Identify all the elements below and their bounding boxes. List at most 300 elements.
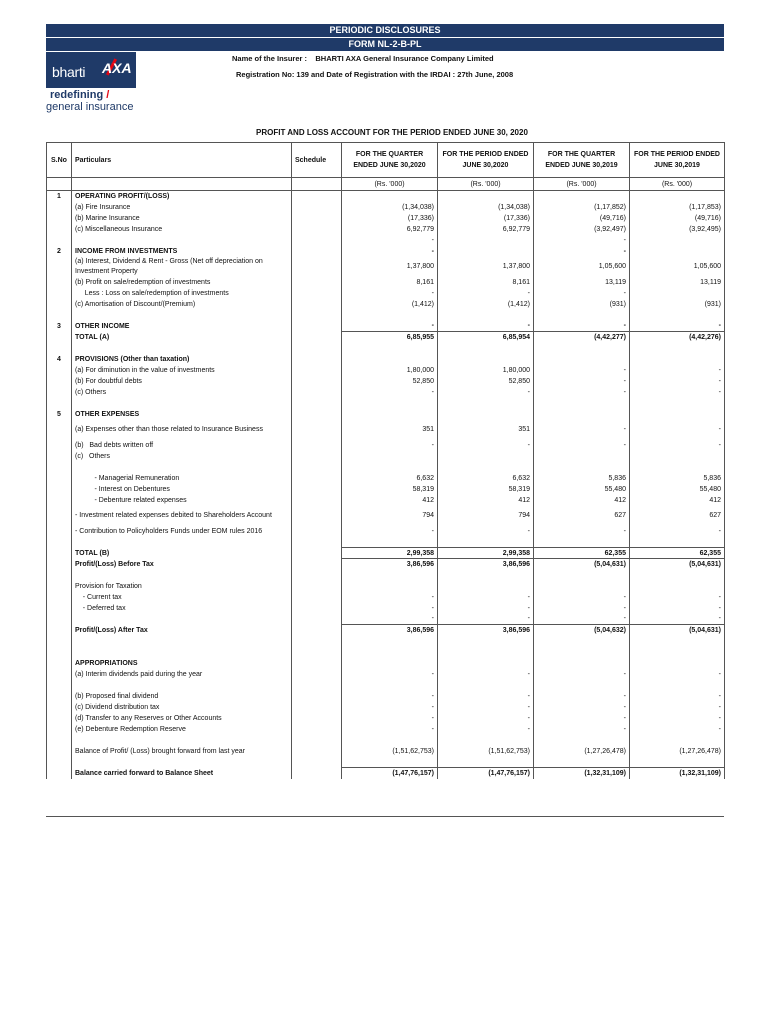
table-row xyxy=(47,669,725,680)
row-value xyxy=(438,343,534,354)
row-schedule xyxy=(292,310,342,321)
row-particulars: Profit/(Loss) After Tax xyxy=(72,625,292,636)
table-row xyxy=(47,768,725,779)
row-value xyxy=(630,354,725,365)
row-value: - xyxy=(534,235,630,246)
row-particulars: (a) Interest, Dividend & Rent - Gross (Net off depreciation on Investment Property xyxy=(72,257,292,277)
row-particulars: (c) Miscellaneous Insurance xyxy=(72,224,292,235)
row-schedule xyxy=(292,420,342,440)
row-sno xyxy=(47,570,72,581)
row-value xyxy=(438,570,534,581)
table-row xyxy=(47,398,725,409)
row-value: - xyxy=(534,713,630,724)
row-particulars: - Investment related expenses debited to Shareholders Account xyxy=(72,506,292,526)
row-particulars xyxy=(72,537,292,548)
row-value: - xyxy=(630,592,725,603)
row-value: - xyxy=(630,376,725,387)
row-schedule xyxy=(292,288,342,299)
row-value: - xyxy=(438,713,534,724)
row-value: 62,355 xyxy=(534,548,630,559)
row-sno xyxy=(47,224,72,235)
row-particulars: - Interest on Debentures xyxy=(72,484,292,495)
row-value: - xyxy=(438,603,534,614)
row-value: 58,319 xyxy=(342,484,438,495)
row-value xyxy=(342,398,438,409)
row-sno xyxy=(47,343,72,354)
row-value: 1,80,000 xyxy=(342,365,438,376)
row-value: - xyxy=(342,724,438,735)
row-value: - xyxy=(630,691,725,702)
row-value: (5,04,632) xyxy=(534,625,630,636)
table-row xyxy=(47,603,725,614)
row-sno xyxy=(47,288,72,299)
row-particulars: TOTAL (B) xyxy=(72,548,292,559)
row-value xyxy=(342,537,438,548)
row-sno xyxy=(47,680,72,691)
row-value: - xyxy=(342,288,438,299)
row-value: 55,480 xyxy=(630,484,725,495)
row-value: 412 xyxy=(534,495,630,506)
row-value: - xyxy=(534,669,630,680)
row-value xyxy=(534,343,630,354)
row-sno xyxy=(47,746,72,757)
table-row xyxy=(47,299,725,310)
row-value xyxy=(342,647,438,658)
row-schedule xyxy=(292,506,342,526)
row-value xyxy=(630,451,725,462)
row-value: - xyxy=(534,614,630,625)
row-schedule xyxy=(292,495,342,506)
row-value: - xyxy=(438,592,534,603)
row-particulars: Profit/(Loss) Before Tax xyxy=(72,559,292,570)
row-particulars xyxy=(72,570,292,581)
row-value xyxy=(342,636,438,647)
row-value: 55,480 xyxy=(534,484,630,495)
row-value: 794 xyxy=(342,506,438,526)
row-value: 1,80,000 xyxy=(438,365,534,376)
row-particulars: - Contribution to Policyholders Funds under EOM rules 2016 xyxy=(72,526,292,537)
row-sno xyxy=(47,213,72,224)
row-value xyxy=(438,310,534,321)
row-value xyxy=(342,462,438,473)
row-sno xyxy=(47,506,72,526)
row-value: 2,99,358 xyxy=(342,548,438,559)
row-value: - xyxy=(534,603,630,614)
row-value xyxy=(630,462,725,473)
row-value: - xyxy=(534,420,630,440)
row-sno xyxy=(47,768,72,779)
logo-tagline-1: redefining / xyxy=(50,89,110,101)
row-schedule xyxy=(292,202,342,213)
row-particulars xyxy=(72,614,292,625)
header-col1: FOR THE QUARTER ENDED JUNE 30,2020 xyxy=(342,143,438,178)
row-value: - xyxy=(438,321,534,332)
row-sno xyxy=(47,735,72,746)
row-value: - xyxy=(630,713,725,724)
row-value: (49,716) xyxy=(534,213,630,224)
row-value: - xyxy=(438,440,534,451)
row-value xyxy=(534,310,630,321)
row-schedule xyxy=(292,735,342,746)
row-schedule xyxy=(292,332,342,343)
table-row xyxy=(47,724,725,735)
table-row xyxy=(47,213,725,224)
row-sno xyxy=(47,332,72,343)
row-sno xyxy=(47,202,72,213)
row-particulars: (d) Transfer to any Reserves or Other Accounts xyxy=(72,713,292,724)
row-value: (1,412) xyxy=(438,299,534,310)
row-value xyxy=(342,735,438,746)
row-sno xyxy=(47,235,72,246)
row-schedule xyxy=(292,768,342,779)
row-value: (4,42,277) xyxy=(534,332,630,343)
row-schedule xyxy=(292,691,342,702)
row-schedule xyxy=(292,213,342,224)
row-schedule xyxy=(292,757,342,768)
row-particulars: (b) Bad debts written off xyxy=(72,440,292,451)
row-particulars: (c) Others xyxy=(72,387,292,398)
row-value: 3,86,596 xyxy=(438,625,534,636)
row-value: - xyxy=(630,387,725,398)
row-sno xyxy=(47,387,72,398)
row-schedule xyxy=(292,409,342,420)
row-particulars: - Managerial Remuneration xyxy=(72,473,292,484)
row-schedule xyxy=(292,548,342,559)
row-sno xyxy=(47,473,72,484)
row-sno xyxy=(47,451,72,462)
row-value: - xyxy=(342,691,438,702)
row-particulars: Provision for Taxation xyxy=(72,581,292,592)
row-value: (49,716) xyxy=(630,213,725,224)
row-value xyxy=(438,409,534,420)
insurer-line: Name of the Insurer : BHARTI AXA General Insurance Company Limited xyxy=(232,54,494,63)
row-sno: 4 xyxy=(47,354,72,365)
row-schedule xyxy=(292,440,342,451)
row-value: 627 xyxy=(534,506,630,526)
row-schedule xyxy=(292,484,342,495)
row-value: (931) xyxy=(630,299,725,310)
row-value: - xyxy=(534,702,630,713)
row-value: 3,86,596 xyxy=(438,559,534,570)
row-sno xyxy=(47,462,72,473)
company-logo xyxy=(46,52,136,88)
table-row xyxy=(47,246,725,257)
row-value xyxy=(342,343,438,354)
row-value xyxy=(534,680,630,691)
table-row xyxy=(47,548,725,559)
row-value xyxy=(438,658,534,669)
row-value: (1,51,62,753) xyxy=(438,746,534,757)
row-value xyxy=(342,570,438,581)
row-value: - xyxy=(630,669,725,680)
row-value: - xyxy=(534,724,630,735)
table-row xyxy=(47,235,725,246)
row-value: 6,85,954 xyxy=(438,332,534,343)
row-schedule xyxy=(292,669,342,680)
row-value xyxy=(438,537,534,548)
row-value xyxy=(342,310,438,321)
row-value: (1,17,853) xyxy=(630,202,725,213)
row-schedule xyxy=(292,724,342,735)
row-value: 52,850 xyxy=(438,376,534,387)
row-sno xyxy=(47,658,72,669)
row-value: - xyxy=(438,724,534,735)
row-particulars: TOTAL (A) xyxy=(72,332,292,343)
row-value xyxy=(342,354,438,365)
row-value xyxy=(534,636,630,647)
row-sno xyxy=(47,581,72,592)
row-particulars: (c) Others xyxy=(72,451,292,462)
table-row xyxy=(47,614,725,625)
row-sno xyxy=(47,440,72,451)
row-value xyxy=(630,310,725,321)
row-value xyxy=(630,757,725,768)
row-schedule xyxy=(292,592,342,603)
row-value: 794 xyxy=(438,506,534,526)
row-value: 6,85,955 xyxy=(342,332,438,343)
row-particulars: (a) For diminution in the value of investments xyxy=(72,365,292,376)
row-value xyxy=(534,462,630,473)
row-value: (1,32,31,109) xyxy=(534,768,630,779)
unit-label: (Rs. '000) xyxy=(630,178,725,191)
row-value: (1,17,852) xyxy=(534,202,630,213)
row-value xyxy=(630,658,725,669)
row-value: - xyxy=(438,526,534,537)
row-value: 58,319 xyxy=(438,484,534,495)
row-value xyxy=(630,398,725,409)
row-particulars: (a) Interim dividends paid during the year xyxy=(72,669,292,680)
row-value: (5,04,631) xyxy=(630,559,725,570)
row-value: 6,92,779 xyxy=(438,224,534,235)
row-value: 1,05,600 xyxy=(534,257,630,277)
row-value xyxy=(534,581,630,592)
row-particulars xyxy=(72,735,292,746)
logo-tagline-2: general insurance xyxy=(46,101,134,113)
row-schedule xyxy=(292,658,342,669)
row-particulars: (e) Debenture Redemption Reserve xyxy=(72,724,292,735)
row-value xyxy=(438,647,534,658)
row-value xyxy=(438,451,534,462)
row-value xyxy=(630,647,725,658)
statement-title: PROFIT AND LOSS ACCOUNT FOR THE PERIOD ENDED JUNE 30, 2020 xyxy=(256,128,528,137)
unit-label: (Rs. '000) xyxy=(342,178,438,191)
row-value xyxy=(630,235,725,246)
table-row xyxy=(47,332,725,343)
row-schedule xyxy=(292,299,342,310)
row-value: (17,336) xyxy=(342,213,438,224)
row-value xyxy=(342,191,438,202)
row-sno xyxy=(47,299,72,310)
row-value: (1,34,038) xyxy=(342,202,438,213)
row-schedule xyxy=(292,321,342,332)
row-particulars: OTHER INCOME xyxy=(72,321,292,332)
logo-text-bharti: bharti xyxy=(52,64,86,80)
table-row xyxy=(47,746,725,757)
row-schedule xyxy=(292,387,342,398)
row-value: (3,92,495) xyxy=(630,224,725,235)
table-row xyxy=(47,702,725,713)
row-schedule xyxy=(292,713,342,724)
table-row xyxy=(47,354,725,365)
table-row xyxy=(47,288,725,299)
row-particulars: (a) Expenses other than those related to Insurance Business xyxy=(72,420,292,440)
row-value: (1,27,26,478) xyxy=(630,746,725,757)
row-value: (1,27,26,478) xyxy=(534,746,630,757)
row-value: - xyxy=(342,603,438,614)
row-particulars xyxy=(72,636,292,647)
row-value: - xyxy=(342,526,438,537)
row-value: 627 xyxy=(630,506,725,526)
row-schedule xyxy=(292,603,342,614)
row-value: - xyxy=(630,321,725,332)
registration-line: Registration No: 139 and Date of Registration with the IRDAI : 27th June, 2008 xyxy=(236,70,514,79)
row-value: - xyxy=(534,246,630,257)
table-bottom-border xyxy=(46,816,724,817)
row-value: (5,04,631) xyxy=(630,625,725,636)
table-row xyxy=(47,506,725,526)
header-col4: FOR THE PERIOD ENDED JUNE 30,2019 xyxy=(630,143,725,178)
row-value xyxy=(342,658,438,669)
row-value xyxy=(630,343,725,354)
row-particulars: OPERATING PROFIT/(LOSS) xyxy=(72,191,292,202)
row-value: 412 xyxy=(630,495,725,506)
row-value xyxy=(534,735,630,746)
table-row xyxy=(47,581,725,592)
row-schedule xyxy=(292,647,342,658)
row-value: - xyxy=(438,387,534,398)
row-value: 6,632 xyxy=(342,473,438,484)
row-value: 412 xyxy=(342,495,438,506)
row-value xyxy=(438,354,534,365)
row-schedule xyxy=(292,343,342,354)
table-row xyxy=(47,592,725,603)
row-value: - xyxy=(534,288,630,299)
row-value xyxy=(630,636,725,647)
row-value xyxy=(438,235,534,246)
row-value: - xyxy=(342,387,438,398)
row-value: - xyxy=(630,614,725,625)
row-value: - xyxy=(630,365,725,376)
row-value: (1,412) xyxy=(342,299,438,310)
row-value xyxy=(438,757,534,768)
row-value: 1,05,600 xyxy=(630,257,725,277)
row-value: 1,37,800 xyxy=(342,257,438,277)
table-row xyxy=(47,537,725,548)
row-schedule xyxy=(292,581,342,592)
row-value xyxy=(342,451,438,462)
table-row xyxy=(47,257,725,277)
row-sno xyxy=(47,537,72,548)
row-value: - xyxy=(534,440,630,451)
table-row xyxy=(47,757,725,768)
row-sno xyxy=(47,757,72,768)
row-value: - xyxy=(342,235,438,246)
row-value xyxy=(438,398,534,409)
row-schedule xyxy=(292,235,342,246)
row-value: (931) xyxy=(534,299,630,310)
row-value xyxy=(438,462,534,473)
row-value xyxy=(534,398,630,409)
logo-text-axa: AXA xyxy=(102,60,132,76)
row-value xyxy=(534,647,630,658)
row-value xyxy=(342,757,438,768)
row-schedule xyxy=(292,559,342,570)
row-sno xyxy=(47,691,72,702)
row-value xyxy=(534,537,630,548)
row-particulars: OTHER EXPENSES xyxy=(72,409,292,420)
row-value xyxy=(630,288,725,299)
row-value: - xyxy=(534,691,630,702)
row-particulars xyxy=(72,757,292,768)
row-particulars: (a) Fire Insurance xyxy=(72,202,292,213)
row-schedule xyxy=(292,191,342,202)
row-value: (1,47,76,157) xyxy=(342,768,438,779)
row-value xyxy=(534,570,630,581)
row-particulars: - Debenture related expenses xyxy=(72,495,292,506)
row-sno xyxy=(47,625,72,636)
table-row xyxy=(47,343,725,354)
unit-label: (Rs. '000) xyxy=(534,178,630,191)
table-row xyxy=(47,495,725,506)
header-col3: FOR THE QUARTER ENDED JUNE 30,2019 xyxy=(534,143,630,178)
table-row xyxy=(47,625,725,636)
row-value: 5,836 xyxy=(534,473,630,484)
row-sno xyxy=(47,713,72,724)
row-sno xyxy=(47,724,72,735)
row-particulars xyxy=(72,235,292,246)
row-value: (5,04,631) xyxy=(534,559,630,570)
table-row xyxy=(47,451,725,462)
row-value xyxy=(534,354,630,365)
row-schedule xyxy=(292,277,342,288)
row-sno xyxy=(47,669,72,680)
row-schedule xyxy=(292,746,342,757)
row-schedule xyxy=(292,451,342,462)
table-row xyxy=(47,191,725,202)
row-value: - xyxy=(534,526,630,537)
row-value: 52,850 xyxy=(342,376,438,387)
row-sno xyxy=(47,559,72,570)
row-value xyxy=(438,191,534,202)
row-particulars: (c) Dividend distribution tax xyxy=(72,702,292,713)
row-particulars xyxy=(72,343,292,354)
table-row xyxy=(47,420,725,440)
row-schedule xyxy=(292,526,342,537)
row-value xyxy=(630,246,725,257)
row-particulars xyxy=(72,310,292,321)
row-value xyxy=(630,537,725,548)
row-sno xyxy=(47,257,72,277)
row-schedule xyxy=(292,224,342,235)
row-schedule xyxy=(292,398,342,409)
row-value: 1,37,800 xyxy=(438,257,534,277)
row-sno xyxy=(47,484,72,495)
table-row xyxy=(47,224,725,235)
row-particulars: (b) Marine Insurance xyxy=(72,213,292,224)
row-value: 3,86,596 xyxy=(342,559,438,570)
row-value: - xyxy=(342,246,438,257)
row-value: 62,355 xyxy=(630,548,725,559)
row-value xyxy=(534,451,630,462)
table-row xyxy=(47,365,725,376)
table-row xyxy=(47,636,725,647)
row-sno xyxy=(47,702,72,713)
row-value: - xyxy=(630,724,725,735)
row-value: 8,161 xyxy=(438,277,534,288)
row-value: - xyxy=(438,669,534,680)
table-row xyxy=(47,647,725,658)
row-sno xyxy=(47,592,72,603)
